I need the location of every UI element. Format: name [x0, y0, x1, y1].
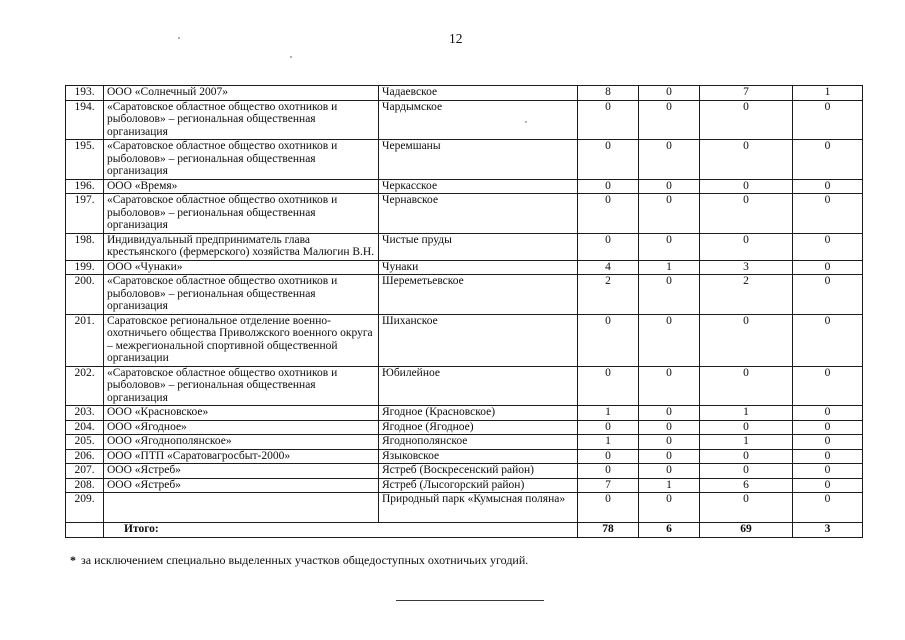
table-row: [66, 275, 863, 315]
value-cell: 0: [700, 314, 793, 366]
total-value-cell: 78: [578, 523, 639, 538]
value-cell: 0: [700, 464, 793, 479]
organization-cell: ООО «ПТП «Саратовагросбыт-2000»: [104, 449, 379, 464]
value-cell: 0: [793, 493, 863, 523]
value-cell: 1: [578, 406, 639, 421]
row-number-cell: 196.: [66, 179, 104, 194]
value-cell: 0: [639, 86, 700, 101]
organization-cell: ООО «Ягодное»: [104, 420, 379, 435]
table-row: [66, 140, 863, 180]
value-cell: 0: [700, 449, 793, 464]
value-cell: 0: [639, 366, 700, 406]
ground-cell: Черкасское: [379, 179, 578, 194]
value-cell: 0: [793, 314, 863, 366]
value-cell: 0: [793, 464, 863, 479]
value-cell: 1: [700, 406, 793, 421]
value-cell: 8: [578, 86, 639, 101]
organization-cell: ООО «Чунаки»: [104, 260, 379, 275]
table-row: [66, 314, 863, 366]
value-cell: 0: [793, 420, 863, 435]
value-cell: 1: [700, 435, 793, 450]
organization-cell: ООО «Солнечный 2007»: [104, 86, 379, 101]
table-row: [66, 478, 863, 493]
organization-cell: ООО «Ягоднополянское»: [104, 435, 379, 450]
row-number-cell: 193.: [66, 86, 104, 101]
organization-cell: [104, 493, 379, 523]
value-cell: 0: [639, 406, 700, 421]
value-cell: 0: [793, 366, 863, 406]
value-cell: 0: [793, 140, 863, 180]
row-number-cell: 202.: [66, 366, 104, 406]
value-cell: 0: [578, 179, 639, 194]
table-row: [66, 449, 863, 464]
total-empty-cell: [66, 523, 104, 538]
footnote-text: за исключением специально выделенных участков общедоступных охотничьих угодий.: [81, 553, 529, 567]
organization-cell: ООО «Красновское»: [104, 406, 379, 421]
table-row: [66, 464, 863, 479]
ground-cell: Чадаевское: [379, 86, 578, 101]
footer-separator-line: [396, 600, 544, 601]
table-row: [66, 179, 863, 194]
value-cell: 0: [639, 140, 700, 180]
value-cell: 0: [639, 449, 700, 464]
value-cell: 0: [639, 100, 700, 140]
total-row: [66, 523, 863, 538]
value-cell: 0: [700, 366, 793, 406]
value-cell: 0: [578, 366, 639, 406]
value-cell: 0: [639, 275, 700, 315]
value-cell: 0: [700, 140, 793, 180]
row-number-cell: 197.: [66, 194, 104, 234]
row-number-cell: 207.: [66, 464, 104, 479]
value-cell: 0: [639, 420, 700, 435]
value-cell: 0: [793, 435, 863, 450]
ground-cell: Шиханское: [379, 314, 578, 366]
row-number-cell: 203.: [66, 406, 104, 421]
table-row: [66, 435, 863, 450]
ground-cell: Чунаки: [379, 260, 578, 275]
value-cell: 0: [639, 233, 700, 260]
row-number-cell: 201.: [66, 314, 104, 366]
organization-cell: ООО «Ястреб»: [104, 464, 379, 479]
value-cell: 0: [639, 464, 700, 479]
value-cell: 0: [639, 493, 700, 523]
ground-cell: Чернавское: [379, 194, 578, 234]
table-row: [66, 100, 863, 140]
value-cell: 1: [639, 260, 700, 275]
ground-cell: Шереметьевское: [379, 275, 578, 315]
value-cell: 0: [639, 194, 700, 234]
organization-cell: ООО «Время»: [104, 179, 379, 194]
scan-speck: [178, 37, 180, 39]
value-cell: 1: [793, 86, 863, 101]
value-cell: 0: [793, 406, 863, 421]
value-cell: 0: [700, 233, 793, 260]
ground-cell: Ягодное (Красновское): [379, 406, 578, 421]
value-cell: 3: [700, 260, 793, 275]
organization-cell: «Саратовское областное общество охотников и рыболовов» – региональная общественная организация: [104, 366, 379, 406]
total-label: Итого:: [104, 523, 578, 538]
value-cell: 7: [700, 86, 793, 101]
value-cell: 1: [639, 478, 700, 493]
table-row: [66, 194, 863, 234]
value-cell: 0: [578, 464, 639, 479]
row-number-cell: 208.: [66, 478, 104, 493]
hunting-grounds-table: [65, 85, 863, 538]
value-cell: 0: [700, 194, 793, 234]
row-number-cell: 205.: [66, 435, 104, 450]
value-cell: 0: [793, 275, 863, 315]
table-row: [66, 260, 863, 275]
value-cell: 0: [793, 449, 863, 464]
value-cell: 0: [578, 233, 639, 260]
ground-cell: Ястреб (Лысогорский район): [379, 478, 578, 493]
value-cell: 1: [578, 435, 639, 450]
total-value-cell: 6: [639, 523, 700, 538]
row-number-cell: 194.: [66, 100, 104, 140]
organization-cell: Саратовское региональное отделение военно-охотничьего общества Приволжского военного округа – межрегиональной спортивной общественной организации: [104, 314, 379, 366]
table-row: [66, 366, 863, 406]
value-cell: 0: [639, 179, 700, 194]
value-cell: 6: [700, 478, 793, 493]
value-cell: 0: [793, 478, 863, 493]
ground-cell: Чардымское: [379, 100, 578, 140]
value-cell: 0: [793, 233, 863, 260]
organization-cell: «Саратовское областное общество охотников и рыболовов» – региональная общественная организация: [104, 275, 379, 315]
row-number-cell: 206.: [66, 449, 104, 464]
ground-cell: Языковское: [379, 449, 578, 464]
value-cell: 0: [793, 179, 863, 194]
row-number-cell: 200.: [66, 275, 104, 315]
page-number: 12: [449, 31, 463, 46]
row-number-cell: 198.: [66, 233, 104, 260]
value-cell: 0: [700, 493, 793, 523]
footnote: [70, 553, 528, 567]
value-cell: 0: [578, 493, 639, 523]
value-cell: 0: [578, 314, 639, 366]
value-cell: 0: [793, 260, 863, 275]
value-cell: 2: [578, 275, 639, 315]
row-number-cell: 195.: [66, 140, 104, 180]
ground-cell: Ягоднополянское: [379, 435, 578, 450]
ground-cell: Ягодное (Ягодное): [379, 420, 578, 435]
row-number-cell: 199.: [66, 260, 104, 275]
value-cell: 4: [578, 260, 639, 275]
value-cell: 0: [793, 100, 863, 140]
value-cell: 2: [700, 275, 793, 315]
value-cell: 0: [639, 435, 700, 450]
ground-cell: Природный парк «Кумысная поляна»: [379, 493, 578, 523]
value-cell: 0: [578, 194, 639, 234]
value-cell: 0: [793, 194, 863, 234]
value-cell: 0: [700, 420, 793, 435]
value-cell: 0: [639, 314, 700, 366]
footnote-marker: *: [70, 553, 76, 567]
value-cell: 0: [578, 449, 639, 464]
ground-cell: Чистые пруды: [379, 233, 578, 260]
total-value-cell: 3: [793, 523, 863, 538]
organization-cell: «Саратовское областное общество охотников и рыболовов» – региональная общественная организация: [104, 100, 379, 140]
value-cell: 0: [578, 100, 639, 140]
ground-cell: Ястреб (Воскресенский район): [379, 464, 578, 479]
ground-cell: Черемшаны: [379, 140, 578, 180]
value-cell: 0: [578, 420, 639, 435]
organization-cell: «Саратовское областное общество охотников и рыболовов» – региональная общественная организация: [104, 140, 379, 180]
value-cell: 7: [578, 478, 639, 493]
ground-cell: Юбилейное: [379, 366, 578, 406]
table-row: [66, 406, 863, 421]
organization-cell: Индивидуальный предприниматель глава крестьянского (фермерского) хозяйства Малюгин В.Н.: [104, 233, 379, 260]
organization-cell: «Саратовское областное общество охотников и рыболовов» – региональная общественная организация: [104, 194, 379, 234]
table-row: [66, 86, 863, 101]
row-number-cell: 209.: [66, 493, 104, 523]
total-value-cell: 69: [700, 523, 793, 538]
value-cell: 0: [700, 179, 793, 194]
value-cell: 0: [578, 140, 639, 180]
table-row: [66, 420, 863, 435]
organization-cell: ООО «Ястреб»: [104, 478, 379, 493]
value-cell: 0: [700, 100, 793, 140]
table-row: [66, 493, 863, 523]
row-number-cell: 204.: [66, 420, 104, 435]
scan-speck: [290, 56, 292, 58]
table-row: [66, 233, 863, 260]
